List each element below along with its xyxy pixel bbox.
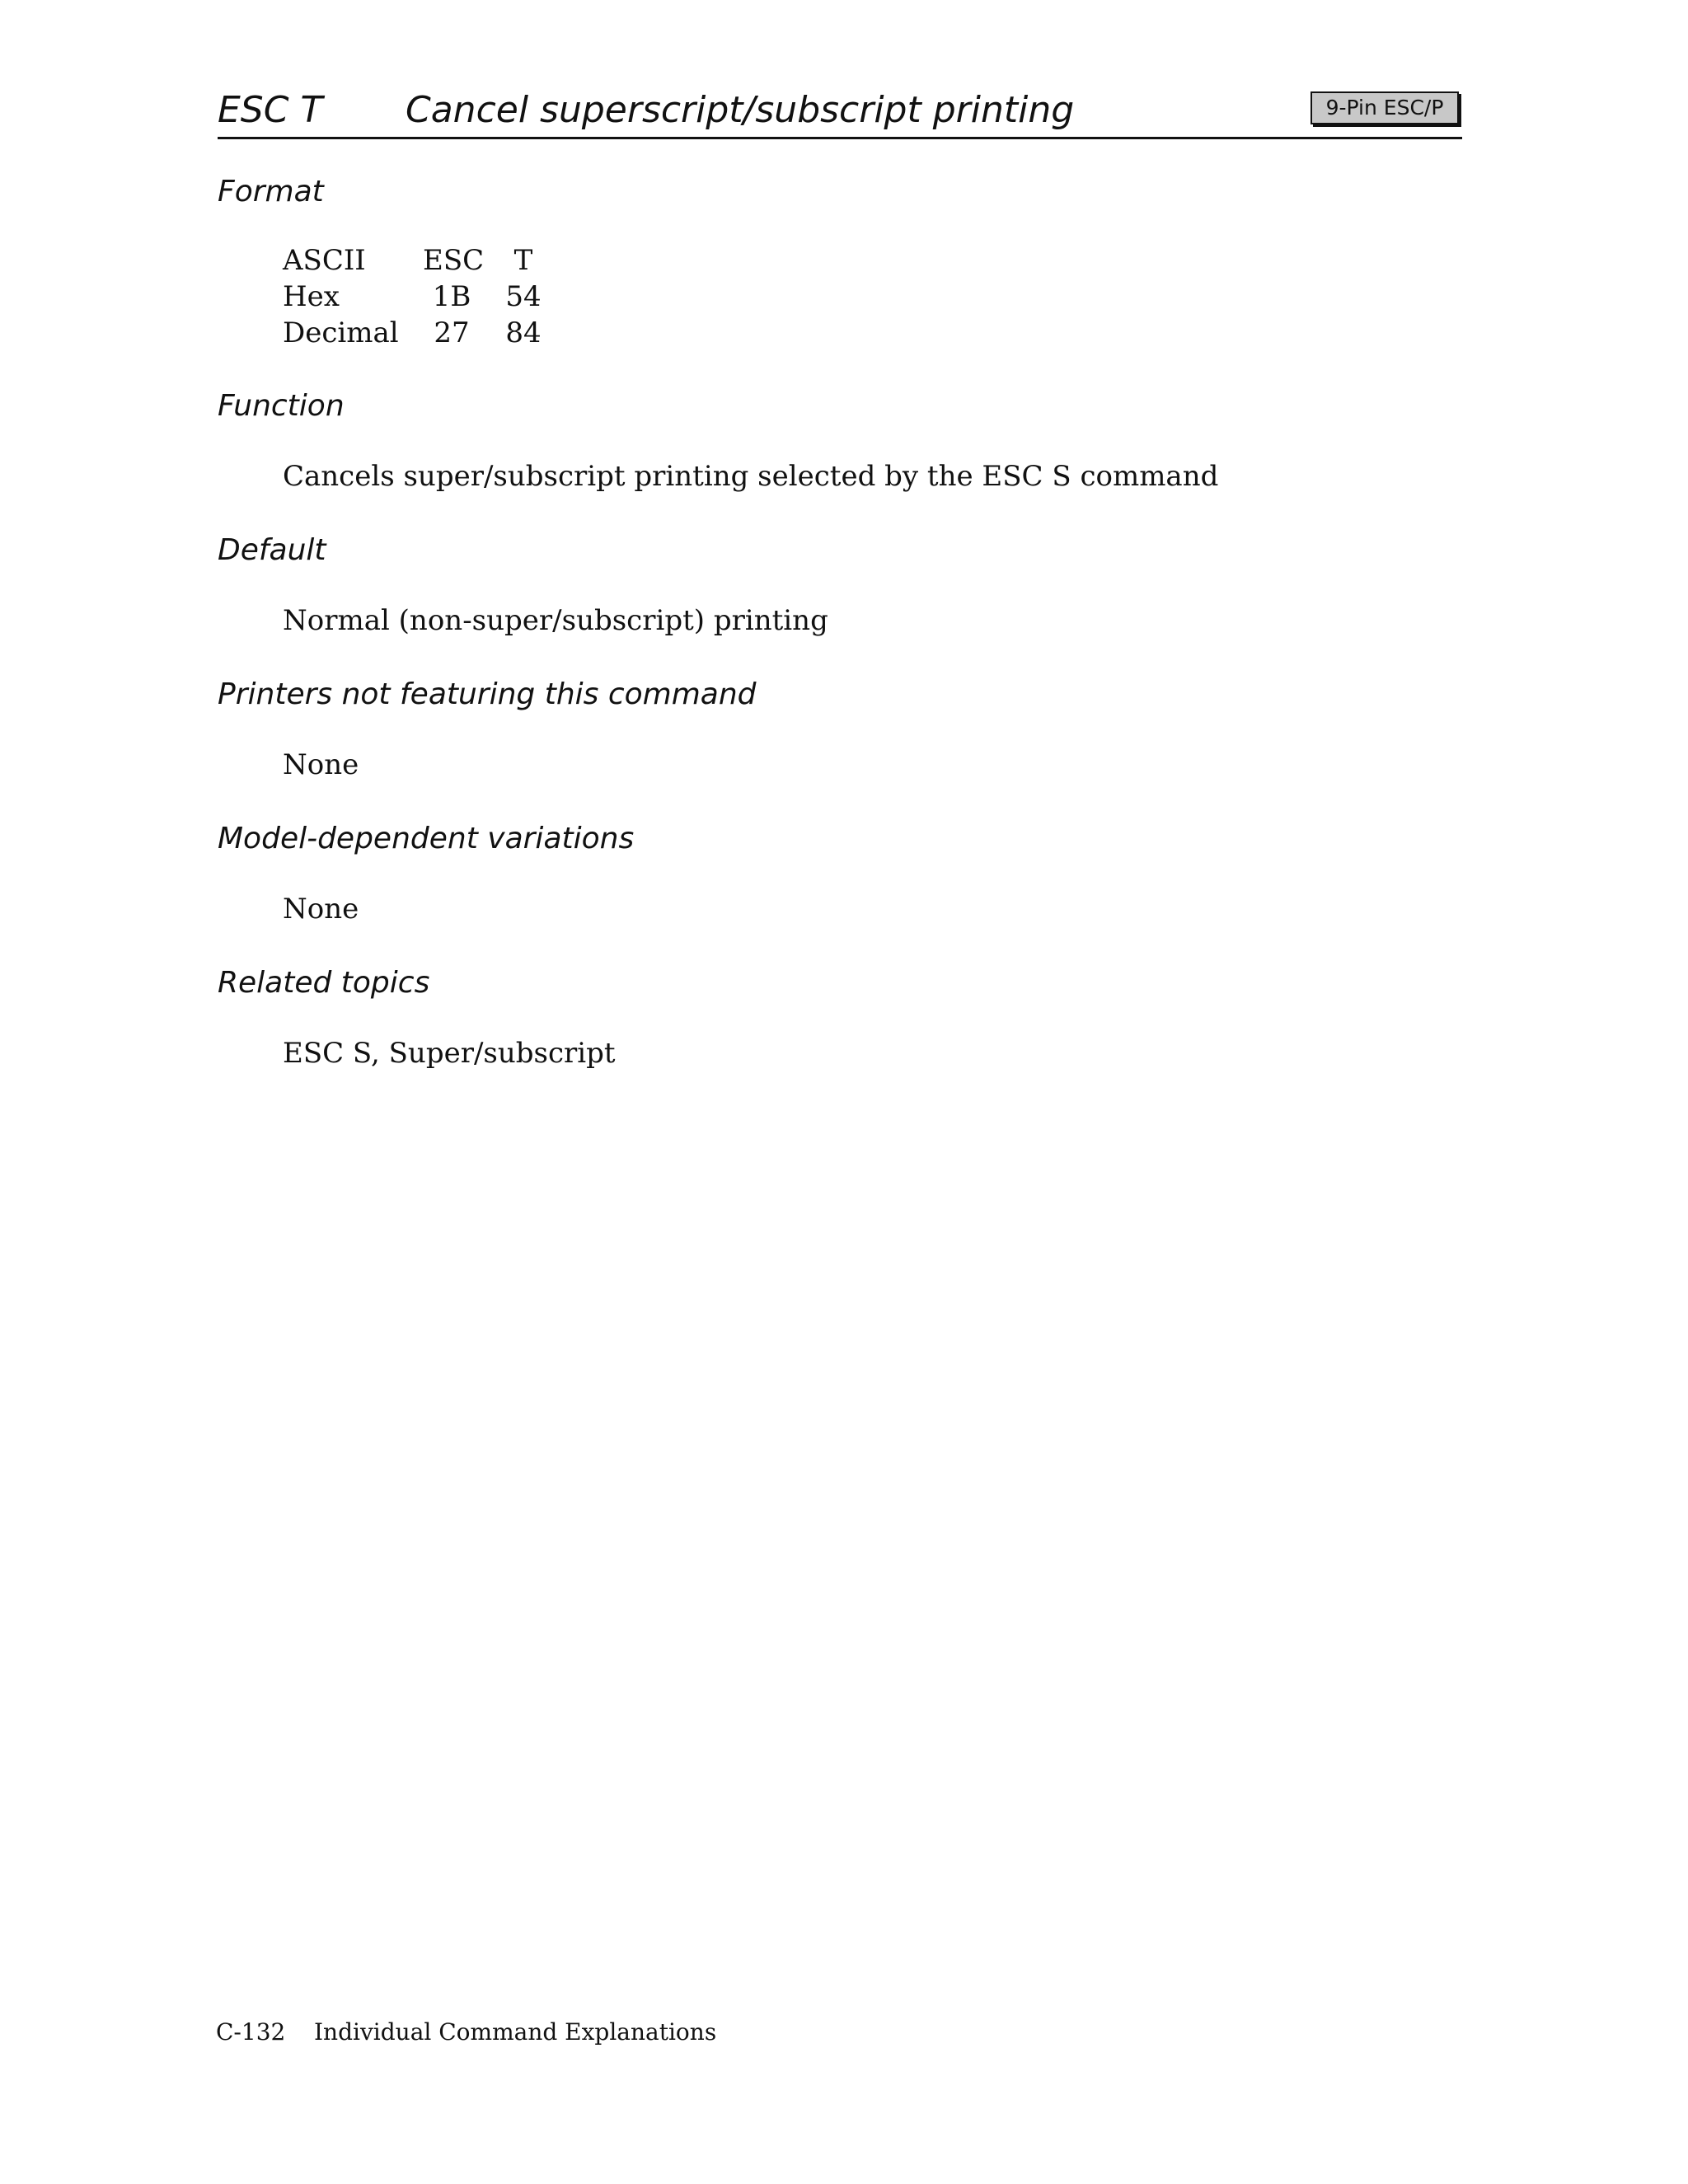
page-header (218, 86, 1462, 139)
format-label: Decimal (283, 316, 399, 349)
format-heading: Format (218, 175, 324, 209)
model-variations-heading: Model-dependent variations (218, 822, 635, 855)
related-topics-text: ESC S, Super/subscript (283, 1037, 616, 1070)
format-value: 1B (432, 280, 471, 313)
command-title: Cancel superscript/subscript printing (406, 89, 1075, 131)
format-value: ESC (423, 244, 485, 277)
format-value: 84 (505, 316, 542, 349)
format-label: ASCII (283, 244, 366, 277)
footer-title: Individual Command Explanations (314, 2018, 717, 2046)
default-text: Normal (non-super/subscript) printing (283, 604, 828, 637)
default-heading: Default (218, 533, 326, 567)
format-value: 27 (434, 316, 470, 349)
model-variations-text: None (283, 893, 359, 926)
format-label: Hex (283, 280, 340, 313)
format-value: 54 (505, 280, 542, 313)
page-number: C-132 (216, 2018, 286, 2046)
printers-not-featuring-text: None (283, 748, 359, 781)
related-topics-heading: Related topics (218, 966, 430, 1000)
printer-type-badge: 9-Pin ESC/P (1311, 91, 1459, 124)
function-text: Cancels super/subscript printing selected by the ESC S command (283, 460, 1219, 493)
format-value: T (513, 244, 533, 277)
function-heading: Function (218, 389, 345, 423)
command-code: ESC T (218, 89, 323, 131)
printers-not-featuring-heading: Printers not featuring this command (218, 677, 757, 711)
